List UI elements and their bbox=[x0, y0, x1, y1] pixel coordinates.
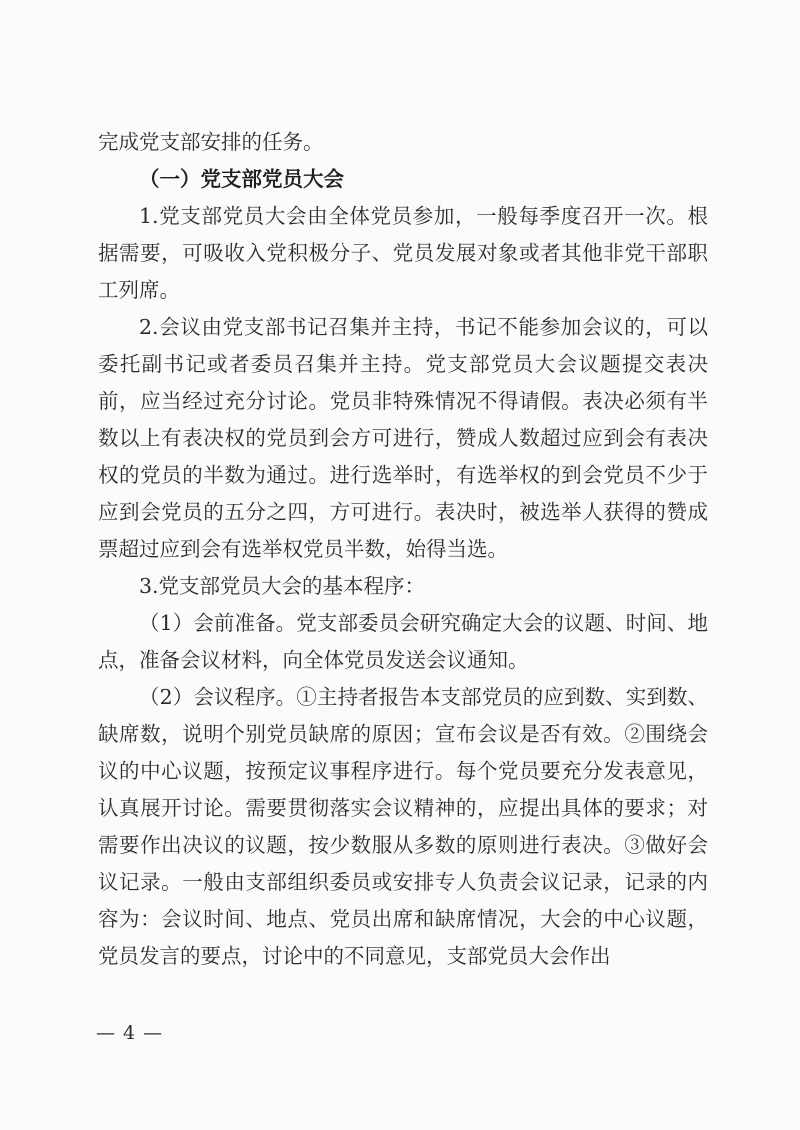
paragraph-subitem-1: （1）会前准备。党支部委员会研究确定大会的议题、时间、地点，准备会议材料，向全体党员发送会议通知。 bbox=[98, 611, 708, 672]
paragraph-item-3: 3.党支部党员大会的基本程序： bbox=[139, 574, 426, 598]
document-body bbox=[98, 124, 708, 975]
section-heading: （一）党支部党员大会 bbox=[139, 167, 344, 191]
page-number: — 4 — bbox=[96, 1022, 164, 1044]
paragraph-subitem-2: （2）会议程序。①主持者报告本支部党员的应到数、实到数、缺席数，说明个别党员缺席的原因；宣布会议是否有效。②围绕会议的中心议题，按预定议事程序进行。每个党员要充分发表意见，认真展开讨论。需要贯彻落实会议精神的，应提出具体的要求；对需要作出决议的议题，按少数服从多数的原则进行表决。③做好会议记录。一般由支部组织委员或安排专人负责会议记录，记录的内容为：会议时间、地点、党员出席和缺席情况，大会的中心议题，党员发言的要点，讨论中的不同意见，支部党员大会作出 bbox=[98, 685, 708, 968]
paragraph-item-1: 1.党支部党员大会由全体党员参加，一般每季度召开一次。根据需要，可吸收入党积极分子、党员发展对象或者其他非党干部职工列席。 bbox=[98, 204, 708, 302]
paragraph-continuation: 完成党支部安排的任务。 bbox=[98, 130, 324, 154]
paragraph-item-2: 2.会议由党支部书记召集并主持，书记不能参加会议的，可以委托副书记或者委员召集并主持。党支部党员大会议题提交表决前，应当经过充分讨论。党员非特殊情况不得请假。表决必须有半数以上有表决权的党员到会方可进行，赞成人数超过应到会有表决权的党员的半数为通过。进行选举时，有选举权的到会党员不少于应到会党员的五分之四，方可进行。表决时，被选举人获得的赞成票超过应到会有选举权党员半数，始得当选。 bbox=[98, 315, 708, 561]
